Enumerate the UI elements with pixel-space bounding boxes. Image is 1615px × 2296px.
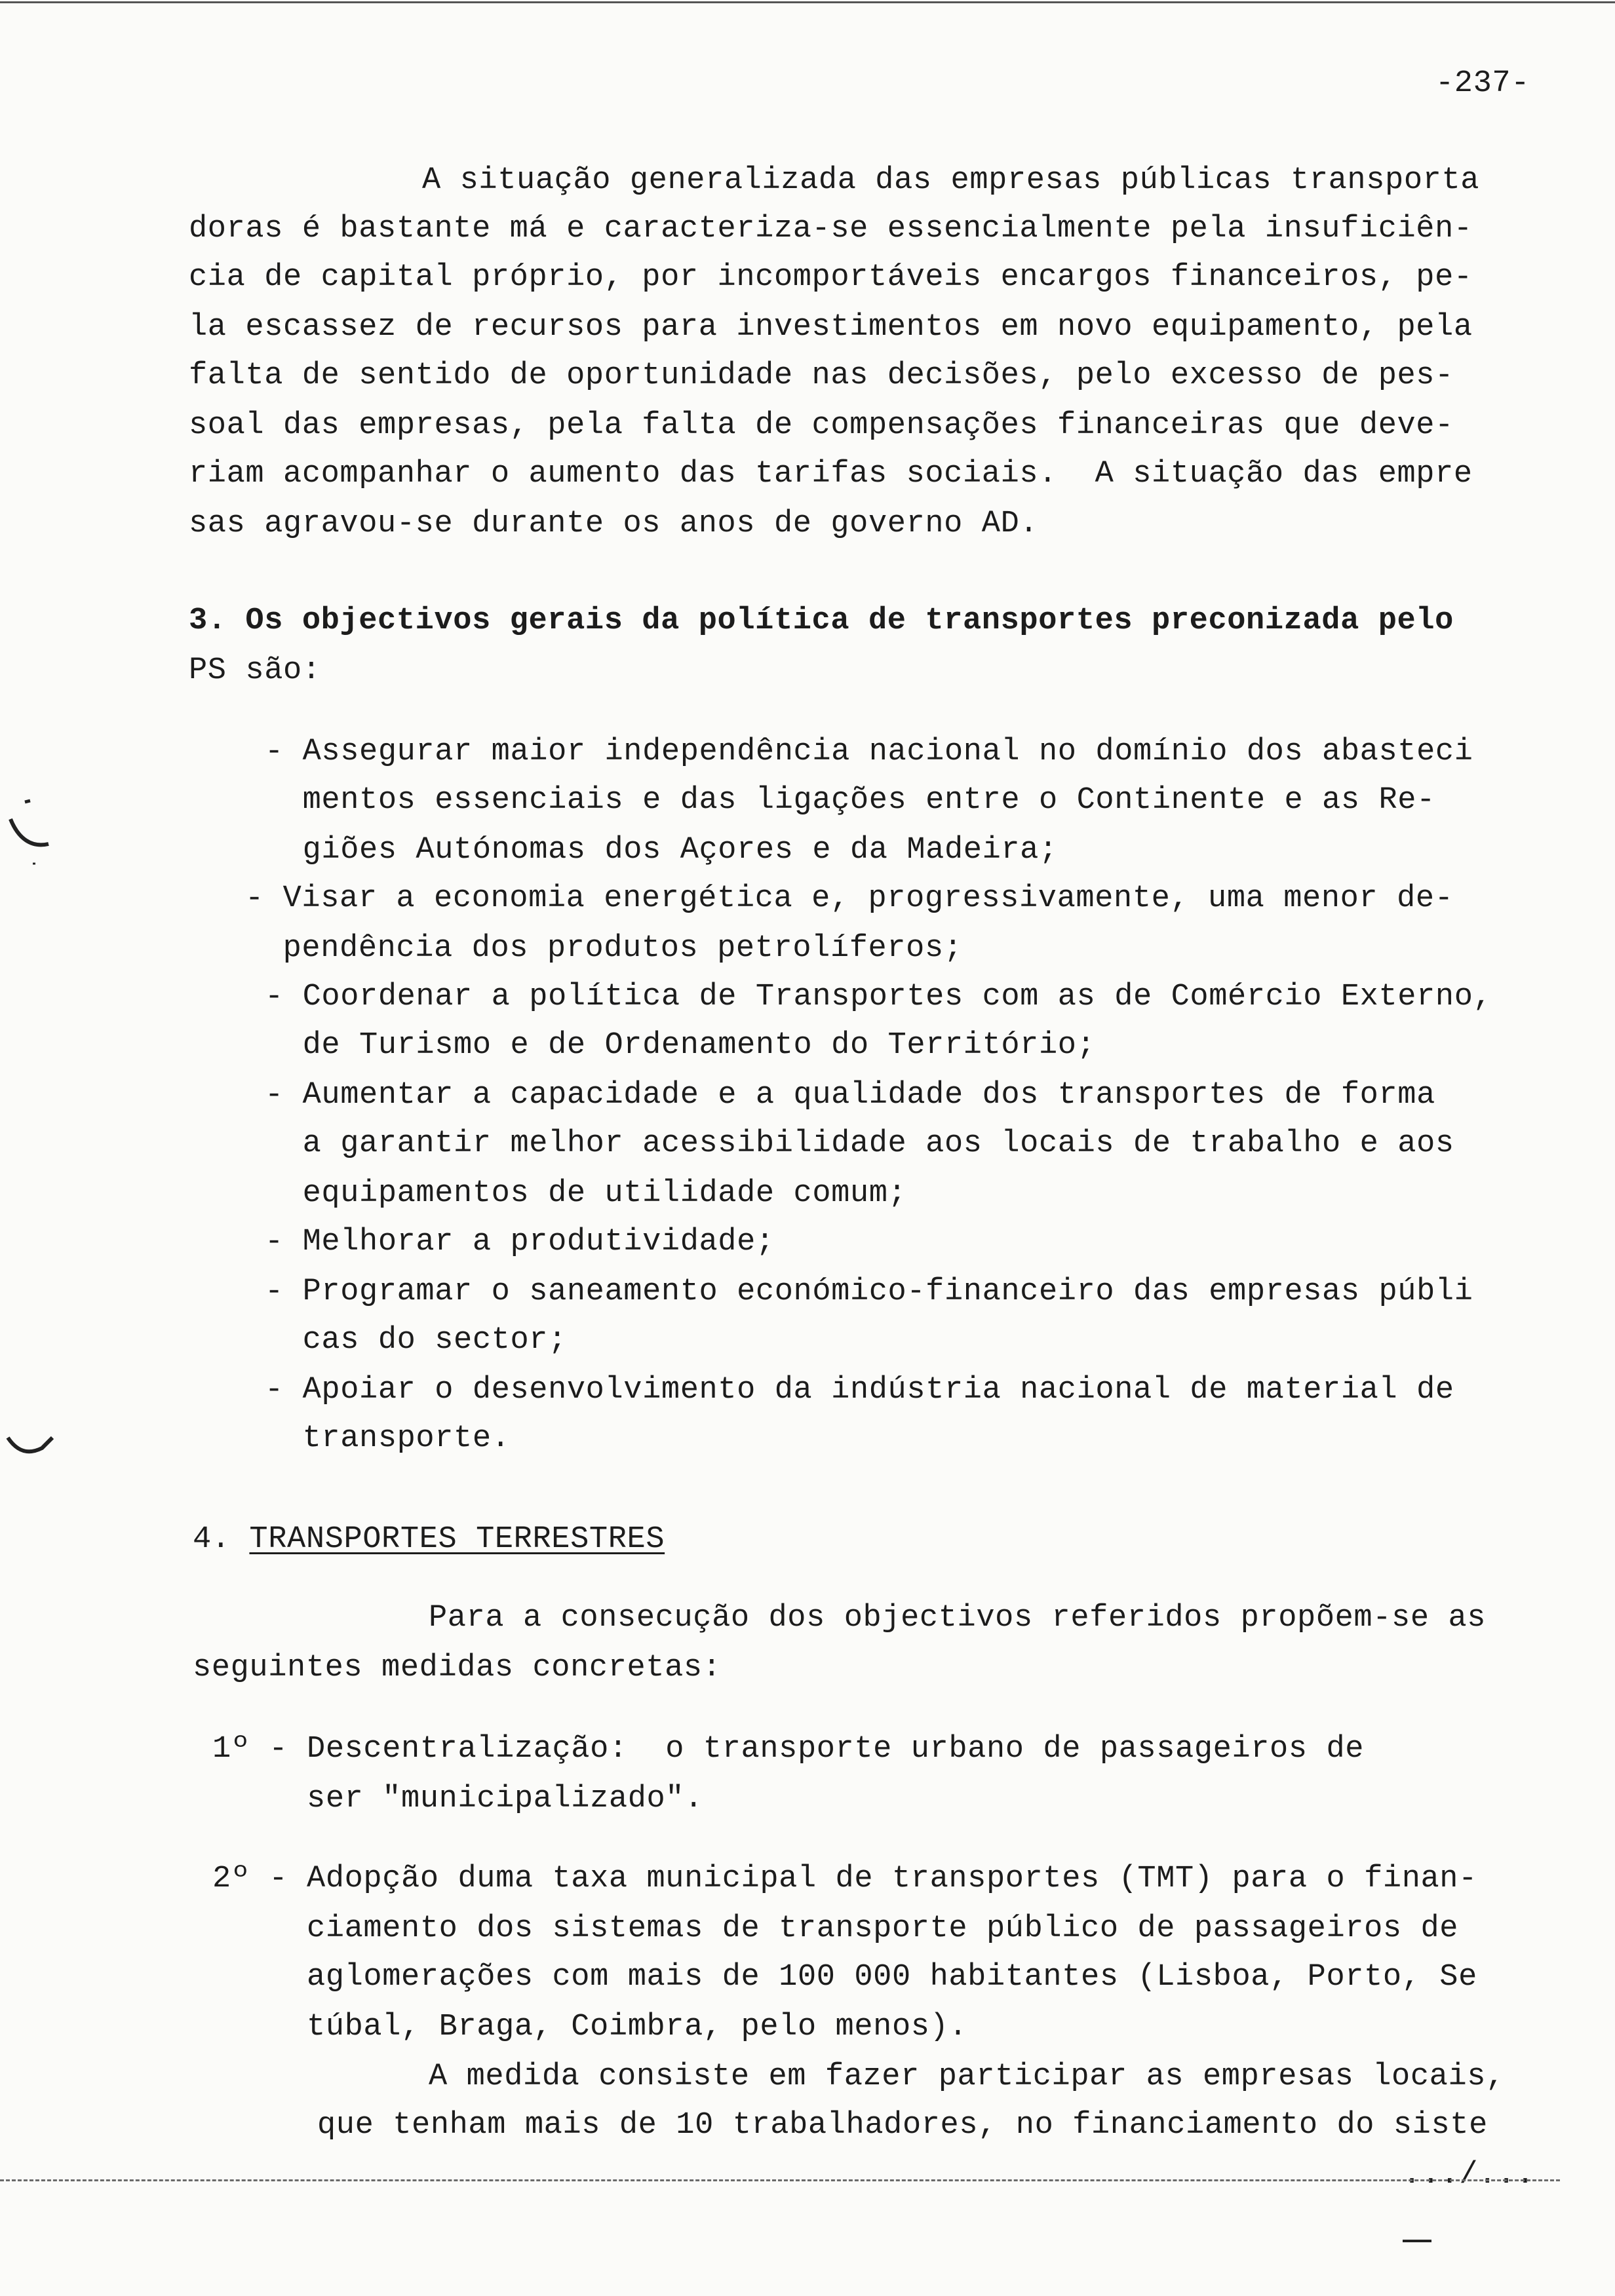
measure2-line3: aglomerações com mais de 100 000 habitantes (Lisboa, Porto, Se [212,1960,1477,1995]
measure2-line2: ciamento dos sistemas de transporte público de passageiros de [212,1911,1459,1946]
bullet-line-6: - Coordenar a política de Transportes com as de Comércio Externo, [265,980,1492,1014]
bullet-line-14: - Apoiar o desenvolvimento da indústria nacional de material de [265,1373,1454,1407]
margin-check-mark-lower [4,1426,56,1472]
bullet-line-4: - Visar a economia energética e, progressivamente, uma menor de- [245,881,1454,916]
continuation-marker: .../... [1403,2158,1535,2192]
measure2-cont-line1: A medida consiste em fazer participar as empresas locais, [429,2059,1505,2094]
bullet-line-3: giões Autónomas dos Açores e da Madeira; [265,833,1058,868]
measure1-line2: ser "municipalizado". [212,1782,703,1816]
measure2-line4: túbal, Braga, Coimbra, pelo menos). [212,2010,968,2044]
intro-line-2: doras é bastante má e caracteriza-se essencialmente pela insuficiên- [189,212,1473,246]
bullet-line-1: - Assegurar maior independência nacional no domínio dos abasteci [265,735,1473,769]
measure2-line1: 2º - Adopção duma taxa municipal de transportes (TMT) para o finan- [212,1862,1477,1896]
bottom-dash-mark [1403,2240,1431,2242]
bullet-line-13: cas do sector; [265,1323,567,1358]
section4-intro-line2: seguintes medidas concretas: [193,1651,722,1685]
section3-heading-line2: PS são: [189,653,321,688]
intro-line-3: cia de capital próprio, por incomportáveis encargos financeiros, pe- [189,260,1473,295]
intro-line-1: A situação generalizada das empresas públicas transporta [422,163,1480,198]
page-number: -237- [1435,66,1530,101]
intro-line-8: sas agravou-se durante os anos de governo AD. [189,507,1039,541]
section4-number: 4. [193,1522,231,1557]
section4-intro-line1: Para a consecução dos objectivos referidos propõem-se as [429,1601,1487,1636]
bullet-line-8: - Aumentar a capacidade e a qualidade dos transportes de forma [265,1078,1435,1113]
top-edge-line [0,1,1615,3]
bullet-line-5: pendência dos produtos petrolíferos; [245,931,963,966]
intro-line-7: riam acompanhar o aumento das tarifas sociais. A situação das empre [189,457,1473,491]
measure2-cont-line2: que tenham mais de 10 trabalhadores, no financiamento do siste [317,2108,1488,2143]
bullet-line-12: - Programar o saneamento económico-financeiro das empresas públi [265,1274,1473,1309]
section4-heading [193,1520,665,1559]
section3-heading-line1: 3. Os objectivos gerais da política de transportes preconizada pelo [189,603,1454,638]
bullet-line-11: - Melhorar a produtividade; [265,1225,775,1259]
bullet-line-7: de Turismo e de Ordenamento do Território; [265,1028,1096,1063]
intro-line-5: falta de sentido de oportunidade nas decisões, pelo excesso de pes- [189,358,1454,393]
measure1-line1: 1º - Descentralização: o transporte urbano de passageiros de [212,1732,1365,1767]
bullet-line-2: mentos essenciais e das ligações entre o Continente e as Re- [265,783,1435,818]
bullet-line-9: a garantir melhor acessibilidade aos locais de trabalho e aos [265,1126,1454,1161]
bullet-line-15: transporte. [265,1421,511,1456]
bottom-scan-line [0,2179,1560,2181]
intro-line-4: la escassez de recursos para investimentos em novo equipamento, pela [189,310,1473,345]
margin-check-mark-upper [7,793,59,878]
section4-title: TRANSPORTES TERRESTRES [249,1522,665,1557]
intro-line-6: soal das empresas, pela falta de compensações financeiras que deve- [189,408,1454,443]
bullet-line-10: equipamentos de utilidade comum; [265,1176,907,1211]
